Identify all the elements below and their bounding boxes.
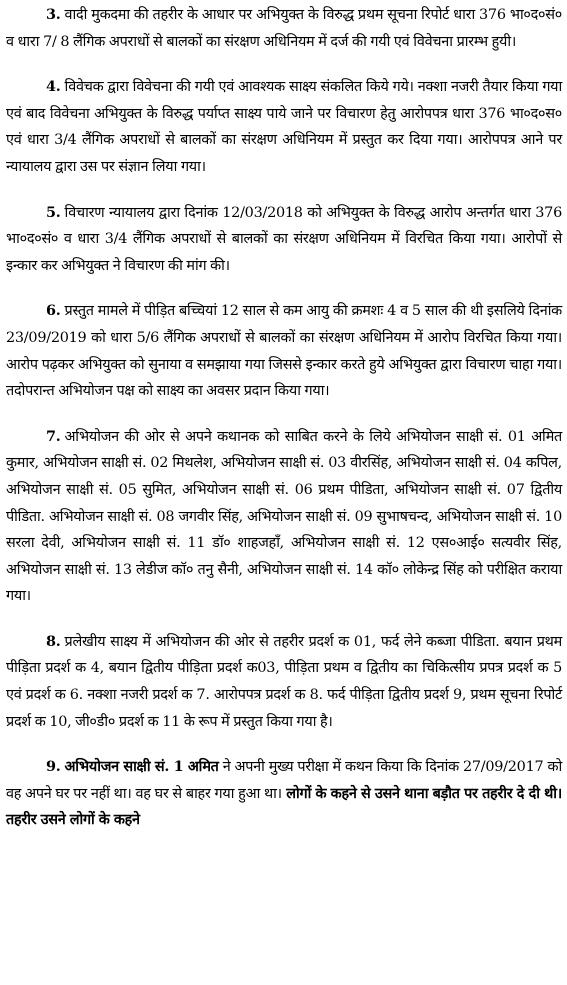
witness-name-bold: अभियोजन साक्षी सं. 1 अमित	[64, 758, 219, 776]
paragraph-text: ने अपनी मुख्य परीक्षा में कथन किया कि दिनांक 27/09/2017 को वह अपने घर पर नहीं था। वह घर से बाहर गया हुआ था।	[6, 759, 562, 802]
paragraph-number: 4.	[46, 78, 61, 96]
paragraph-text: वादी मुकदमा की तहरीर के आधार पर अभियुक्त के विरुद्ध प्रथम सूचना रिपोर्ट धारा 376 भा०द०सं० व धारा 7/ 8 लैंगिक अपराधों से बालकों का संरक्षण अधिनियम में दर्ज की गयी एवं विवेचना प्रारम्भ हुयी।	[6, 7, 562, 50]
paragraph-number: 9.	[46, 758, 61, 776]
paragraph-4	[6, 74, 562, 180]
paragraph-text: प्रस्तुत मामले में पीड़ित बच्चियां 12 साल से कम आयु की क्रमशः 4 व 5 साल की थी इसलिये दिनांक 23/09/2019 को धारा 5/6 लैंगिक अपराधों से बालकों का संरक्षण अधिनियम में आरोप विरचित किया गया। आरोप पढ़कर अभियुक्त को सुनाया व समझाया गया जिससे इन्कार करते हुये अभियुक्त द्वारा विचारण चाहा गया। तदोपरान्त अभियोजन पक्ष को साक्ष्य का अवसर प्रदान किया गया।	[6, 303, 562, 400]
paragraph-text: विवेचक द्वारा विवेचना की गयी एवं आवश्यक साक्ष्य संकलित किये गये। नक्शा नजरी तैयार किया गया एवं बाद विवेचना अभियुक्त के विरुद्ध पर्याप्त साक्ष्य पाये जाने पर विचारण हेतु आरोपपत्र धारा 376 भा०द०स० एवं धारा 3/4 लैंगिक अपराधों से बालकों का संरक्षण अधिनियम में प्रस्तुत कर दिया गया। आरोपपत्र आने पर न्यायालय द्वारा उस पर संज्ञान लिया गया।	[6, 79, 562, 175]
paragraph-number: 6.	[46, 302, 61, 320]
paragraph-5	[6, 200, 562, 280]
paragraph-number: 5.	[46, 203, 61, 221]
paragraph-6	[6, 298, 562, 404]
paragraph-number: 3.	[46, 6, 61, 23]
paragraph-number: 7.	[46, 427, 61, 445]
paragraph-7	[6, 424, 562, 610]
paragraph-text: प्रलेखीय साक्ष्य में अभियोजन की ओर से तहरीर प्रदर्श क 01, फर्द लेने कब्जा पीडिता. बयान प्रथम पीड़िता प्रदर्श क 4, बयान द्वितीय पीड़िता प्रदर्श क03, पीड़िता प्रथम व द्वितीय का चिकित्सीय प्रपत्र प्रदर्श क 5 एवं प्रदर्श क 6. नक्शा नजरी प्रदर्श क 7. आरोपपत्र प्रदर्श क 8. फर्द पीड़िता द्वितीय प्रदर्श 9, प्रथम सूचना रिपोर्ट प्रदर्श क 10, जी०डी० प्रदर्श क 11 के रूप में प्रस्तुत किया गया है।	[6, 633, 562, 730]
paragraph-bold-tail: लोगों के कहने से उसने थाना बड़ौत पर तहरीर दे दी थी। तहरीर उसने लोगों के कहने	[6, 784, 562, 829]
paragraph-9	[6, 754, 562, 834]
paragraph-8	[6, 629, 562, 735]
paragraph-number: 8.	[46, 632, 61, 650]
document-page	[6, 2, 562, 834]
paragraph-text: विचारण न्यायालय द्वारा दिनांक 12/03/2018 को अभियुक्त के विरुद्ध आरोप अन्तर्गत धारा 376 भा०द०सं० व धारा 3/4 लैंगिक अपराधों से बालकों का संरक्षण अधिनियम में विरचित किया गया। आरोपों से इन्कार कर अभियुक्त ने विचारण की मांग की।	[6, 204, 562, 274]
paragraph-text: अभियोजन की ओर से अपने कथानक को साबित करने के लिये अभियोजन साक्षी सं. 01 अमित कुमार, अभियोजन साक्षी सं. 02 मिथलेश, अभियोजन साक्षी सं. 03 वीरसिंह, अभियोजन साक्षी सं. 04 कपिल, अभियोजन साक्षी सं. 05 सुमित, अभियोजन साक्षी सं. 06 प्रथम पीडिता, अभियोजन साक्षी सं. 07 द्वितीय पीडिता. अभियोजन साक्षी सं. 08 जगवीर सिंह, अभियोजन साक्षी सं. 09 सुभाषचन्द, अभियोजन साक्षी सं. 10 सरला देवी, अभियोजन साक्षी सं. 11 डॉ० शाहजहाँ, अभियोजन साक्षी सं. 12 एस०आई० सत्यवीर सिंह, अभियोजन साक्षी सं. 13 लेडीज कॉ० तनु सैनी, अभियोजन साक्षी सं. 14 कॉ० लोकेन्द्र सिंह को परीक्षित कराया गया।	[6, 428, 562, 605]
paragraph-3	[6, 2, 562, 55]
